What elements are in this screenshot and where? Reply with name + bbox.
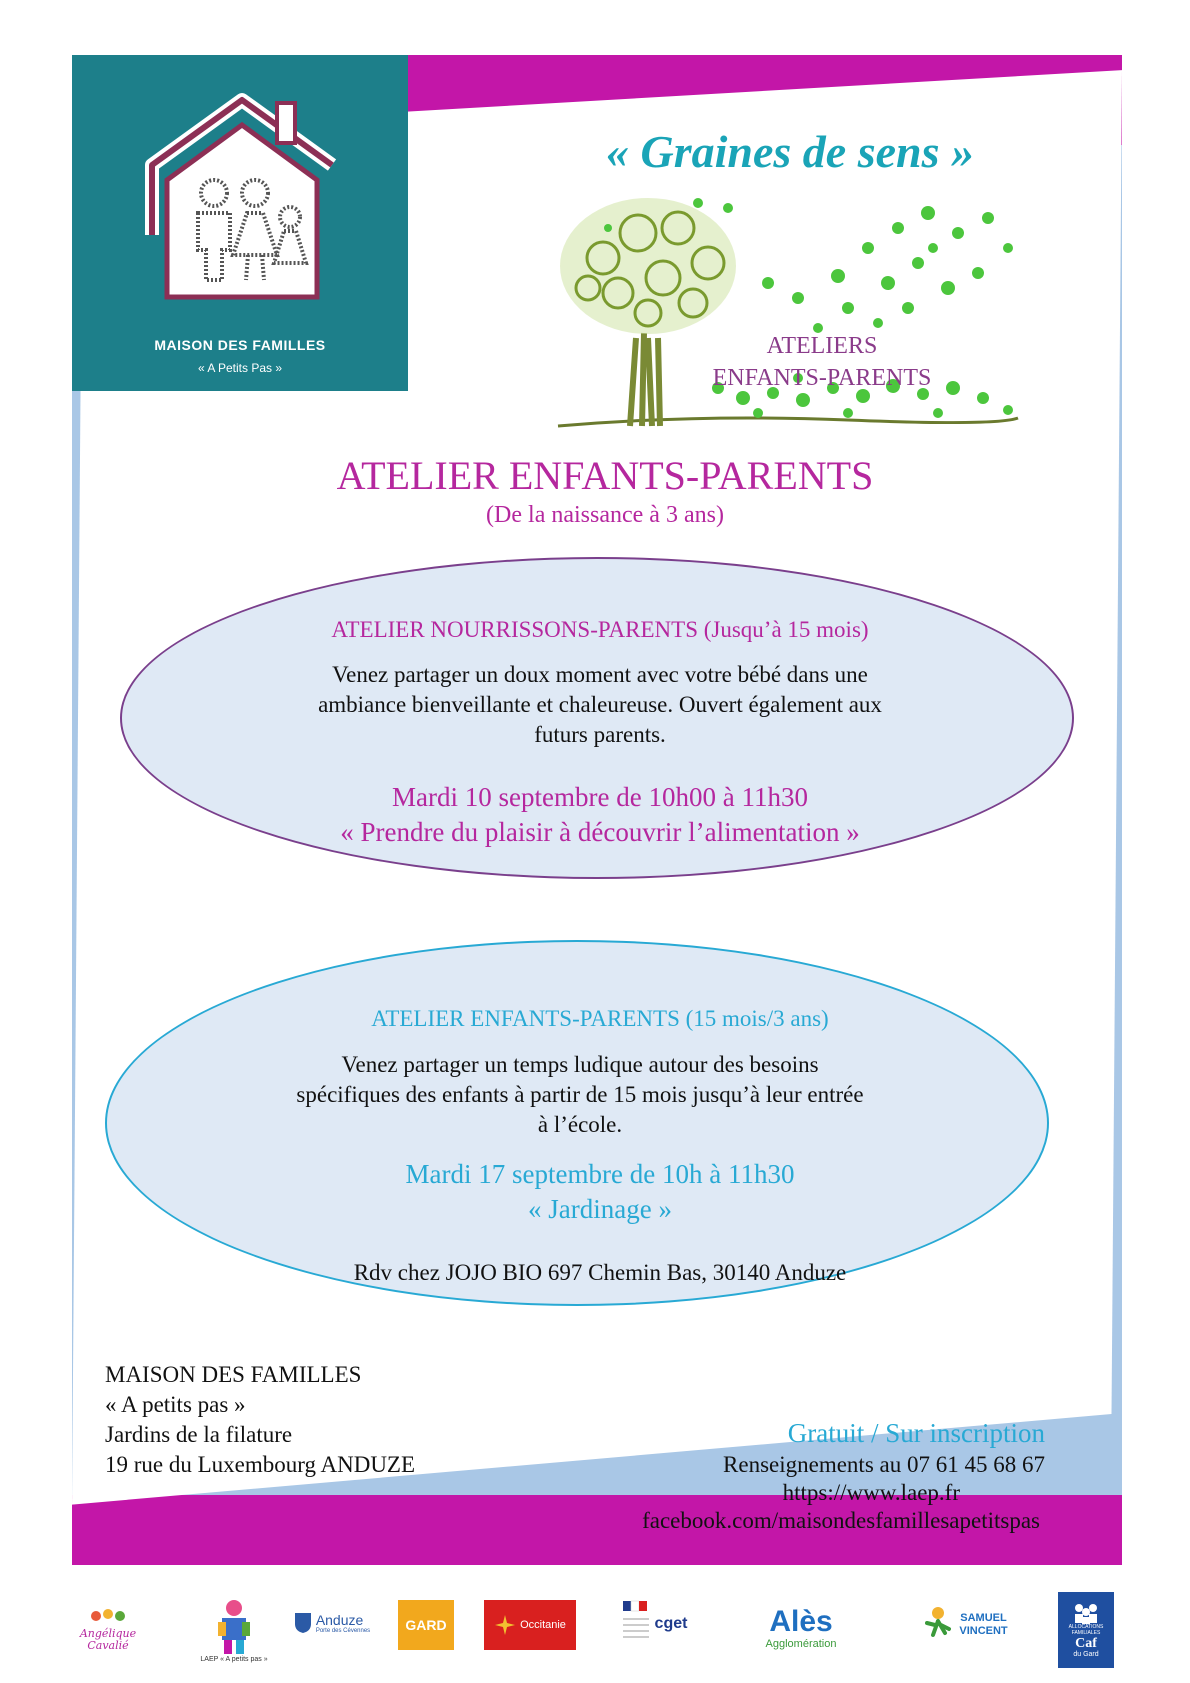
partner-subname: Agglomération bbox=[765, 1637, 837, 1650]
partner-logo-anduze bbox=[292, 1604, 372, 1642]
caf-people-icon bbox=[1071, 1602, 1101, 1624]
session2-schedule bbox=[220, 1157, 980, 1227]
organizer-address bbox=[105, 1360, 415, 1480]
partner-logo-occitanie bbox=[484, 1600, 576, 1650]
partner-logo-caf bbox=[1058, 1592, 1114, 1668]
ateliers-label-line2: ENFANTS-PARENTS bbox=[712, 365, 932, 391]
ateliers-label bbox=[672, 330, 972, 394]
partner-name: LAEP « A petits pas » bbox=[200, 1655, 268, 1663]
session1-description bbox=[240, 660, 960, 750]
house-family-icon bbox=[122, 85, 362, 305]
phone-info: Renseignements au 07 61 45 68 67 bbox=[723, 1452, 1045, 1477]
maison-des-familles-logo bbox=[72, 55, 408, 391]
partner-logo-laep bbox=[200, 1592, 268, 1668]
partner-anduze-text bbox=[316, 1612, 370, 1634]
session2-description bbox=[235, 1050, 925, 1140]
session1-body-line2: ambiance bienveillante et chaleureuse. Ouvert également aux bbox=[318, 692, 882, 717]
people-icon bbox=[88, 1608, 128, 1628]
session1-schedule bbox=[220, 780, 980, 850]
partner-logo-gard bbox=[398, 1600, 454, 1650]
partner-name: Alès bbox=[769, 1604, 833, 1638]
address-line1: MAISON DES FAMILLES bbox=[105, 1362, 362, 1387]
session2-body-line1: Venez partager un temps ludique autour des besoins bbox=[341, 1052, 819, 1077]
partner-logo-samuel-vincent bbox=[918, 1600, 1020, 1650]
session1-body-line1: Venez partager un doux moment avec votre bébé dans une bbox=[332, 662, 868, 687]
partner-logo-cget bbox=[614, 1594, 694, 1654]
session1-body-line3: futurs parents. bbox=[534, 722, 666, 747]
partner-subname: Porte des Cévennes bbox=[315, 1628, 371, 1634]
partner-name: Occitanie bbox=[520, 1619, 566, 1631]
partner-name: GARD bbox=[405, 1617, 447, 1633]
partner-name: Anduze bbox=[315, 1612, 364, 1628]
slogan: « Graines de sens » bbox=[605, 126, 975, 177]
session2-date: Mardi 17 septembre de 10h à 11h30 bbox=[405, 1159, 795, 1189]
partner-caf-top: ALLOCATIONS FAMILIALES bbox=[1068, 1624, 1104, 1636]
shield-icon bbox=[294, 1612, 312, 1634]
republique-francaise-flag-icon bbox=[621, 1599, 651, 1649]
logo-subtitle: « A Petits Pas » bbox=[197, 361, 283, 375]
puzzle-figure-icon bbox=[214, 1598, 254, 1656]
occitan-cross-icon bbox=[494, 1614, 516, 1636]
session2-heading: ATELIER ENFANTS-PARENTS (15 mois/3 ans) bbox=[371, 1006, 829, 1031]
page-title: ATELIER ENFANTS-PARENTS bbox=[336, 453, 874, 498]
partner-name: Angélique Cavalié bbox=[79, 1627, 137, 1652]
session1-theme: « Prendre du plaisir à découvrir l’alimentation » bbox=[340, 817, 860, 847]
session2-body-line2: spécifiques des enfants à partir de 15 mois jusqu’à leur entrée bbox=[296, 1082, 864, 1107]
runner-icon bbox=[925, 1605, 951, 1645]
logo-title: MAISON DES FAMILLES bbox=[154, 337, 326, 353]
address-line2: « A petits pas » bbox=[105, 1392, 246, 1417]
partner-logo-angelique-cavalie bbox=[72, 1600, 144, 1660]
partner-name: SAMUEL VINCENT bbox=[959, 1612, 1008, 1637]
session1-date: Mardi 10 septembre de 10h00 à 11h30 bbox=[392, 782, 808, 812]
partner-subname: du Gard bbox=[1073, 1651, 1099, 1658]
session2-body-line3: à l’école. bbox=[537, 1112, 623, 1137]
partner-name: cget bbox=[654, 1615, 688, 1632]
contact-info bbox=[560, 1415, 1045, 1535]
facebook-link[interactable]: facebook.com/maisondesfamillesapetitspas bbox=[642, 1508, 1040, 1533]
page-subtitle: (De la naissance à 3 ans) bbox=[486, 502, 724, 528]
partner-logo-ales bbox=[752, 1600, 850, 1655]
address-line4: 19 rue du Luxembourg ANDUZE bbox=[105, 1452, 416, 1477]
session2-address: Rdv chez JOJO BIO 697 Chemin Bas, 30140 Anduze bbox=[353, 1260, 847, 1285]
website-link[interactable]: https://www.laep.fr bbox=[782, 1480, 960, 1505]
partner-name: Caf bbox=[1075, 1636, 1097, 1651]
session1-heading: ATELIER NOURRISSONS-PARENTS (Jusqu’à 15 mois) bbox=[331, 617, 869, 642]
address-line3: Jardins de la filature bbox=[105, 1422, 293, 1447]
session2-theme: « Jardinage » bbox=[528, 1194, 672, 1224]
ateliers-label-line1: ATELIERS bbox=[766, 333, 878, 359]
free-registration: Gratuit / Sur inscription bbox=[787, 1418, 1045, 1448]
tree-illustration bbox=[548, 188, 1028, 443]
